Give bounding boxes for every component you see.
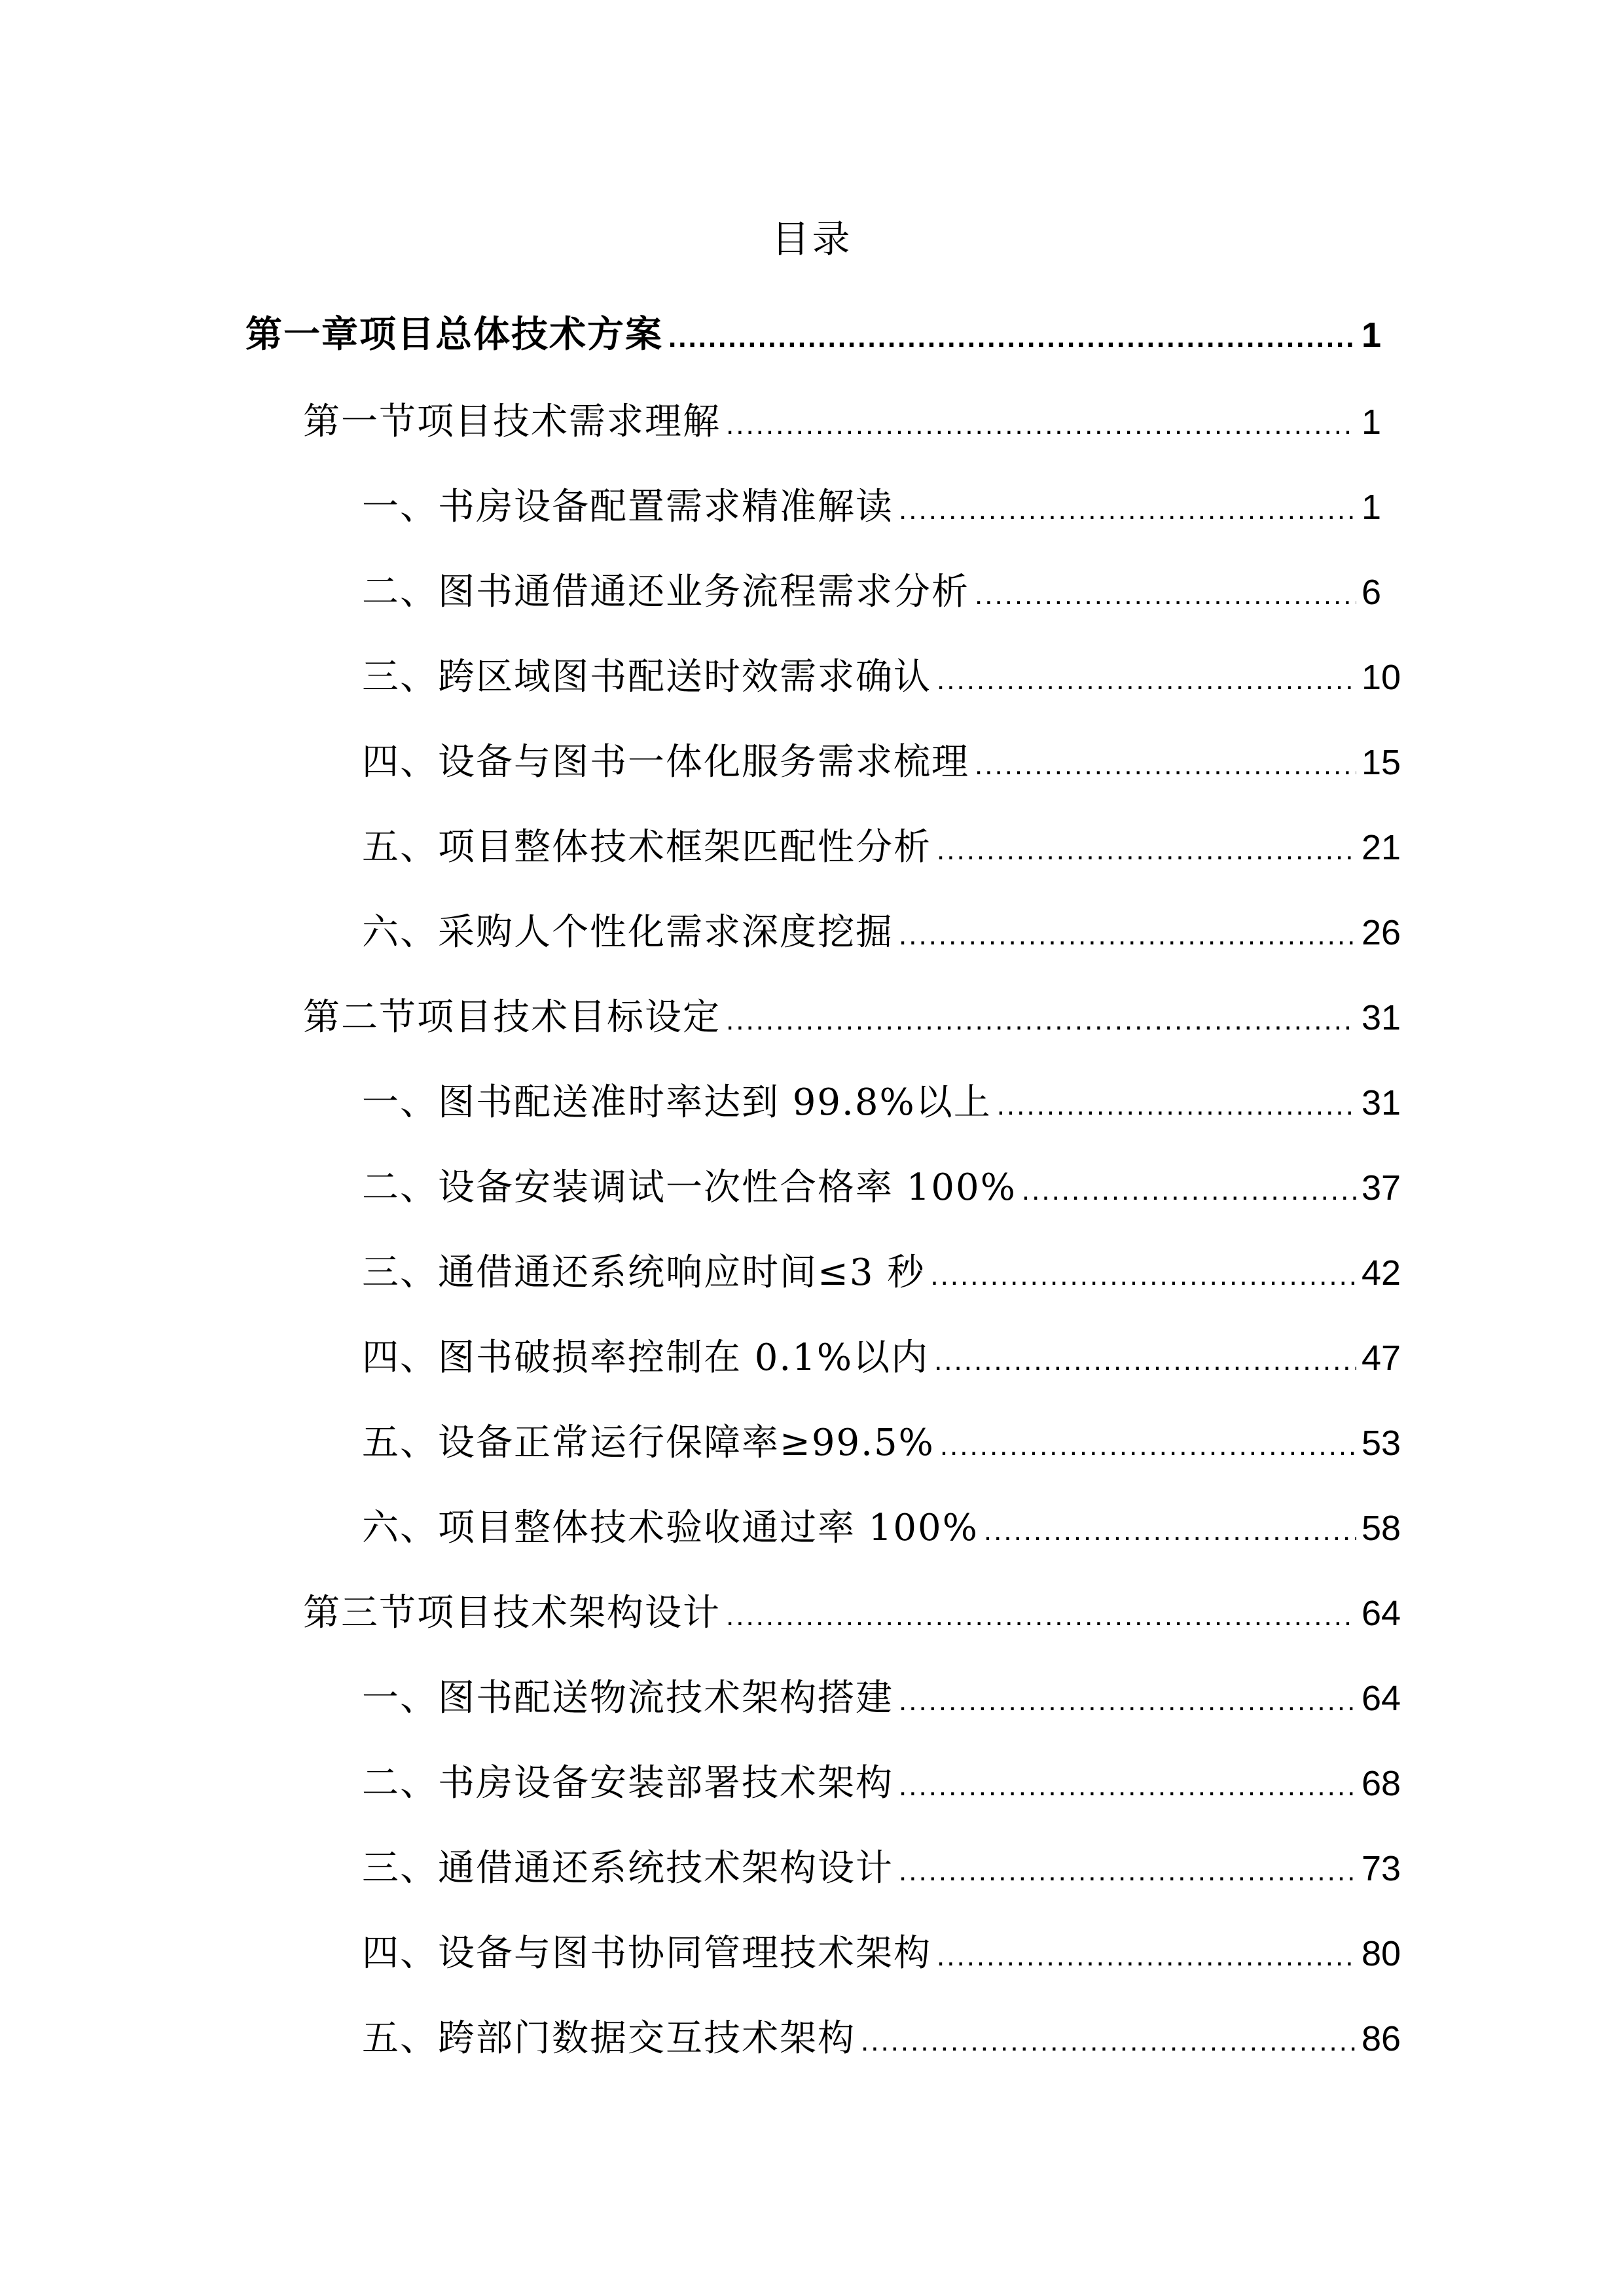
toc-entry-label: 六、采购人个性化需求深度挖掘 [362, 911, 893, 954]
toc-entry-label: 第二节项目技术目标设定 [303, 996, 721, 1039]
toc-entry-label: 一、图书配送物流技术架构搭建 [362, 1677, 893, 1719]
toc-page-number: 31 [1362, 998, 1401, 1037]
toc-subsection-entry[interactable] [245, 1064, 1401, 1149]
toc-page-number: 37 [1362, 1168, 1401, 1208]
toc-page-number: 86 [1362, 2019, 1401, 2058]
toc-entry-label: 四、设备与图书协同管理技术架构 [362, 1932, 931, 1975]
toc-page-number: 31 [1362, 1083, 1401, 1122]
toc-dot-leader [940, 1420, 1356, 1472]
toc-dot-leader [975, 569, 1356, 621]
toc-entry-label: 第一章项目总体技术方案 [245, 313, 663, 356]
toc-subsection-entry[interactable] [245, 893, 1401, 978]
toc-dot-leader [899, 1675, 1356, 1727]
toc-page-number: 1 [1362, 315, 1382, 355]
toc-dot-leader [899, 484, 1356, 536]
toc-dot-leader [937, 654, 1356, 706]
toc-chapter-entry[interactable] [245, 298, 1381, 383]
toc-subsection-entry[interactable] [245, 808, 1401, 893]
toc-page-number: 80 [1362, 1934, 1401, 1973]
toc-page-number: 10 [1362, 658, 1401, 697]
toc-entry-label: 一、书房设备配置需求精准解读 [362, 486, 893, 528]
toc-page-number: 1 [1362, 403, 1382, 442]
toc-entry-label: 二、图书通借通还业务流程需求分析 [362, 571, 969, 613]
toc-entry-label: 一、图书配送准时率达到 99.8%以上 [362, 1081, 992, 1124]
toc-dot-leader [861, 2015, 1356, 2068]
toc-subsection-entry[interactable] [245, 1149, 1401, 1234]
toc-entry-label: 五、设备正常运行保障率≥99.5% [362, 1422, 935, 1464]
toc-subsection-entry[interactable] [245, 1404, 1401, 1489]
toc-dot-leader [937, 824, 1356, 876]
toc-subsection-entry[interactable] [245, 723, 1401, 808]
toc-subsection-entry[interactable] [245, 1829, 1401, 1914]
toc-page-number: 42 [1362, 1253, 1401, 1293]
toc-section-entry[interactable] [245, 978, 1401, 1064]
toc-section-entry[interactable] [245, 1574, 1401, 1659]
toc-dot-leader [975, 739, 1356, 791]
toc-subsection-entry[interactable] [245, 468, 1381, 553]
toc-dot-leader [984, 1505, 1356, 1557]
toc-entry-label: 六、项目整体技术验收通过率 100% [362, 1507, 979, 1549]
toc-entry-label: 二、书房设备安装部署技术架构 [362, 1762, 893, 1804]
toc-dot-leader [726, 994, 1356, 1047]
toc-page-number: 58 [1362, 1509, 1401, 1548]
toc-dot-leader [937, 1930, 1356, 1982]
toc-dot-leader [899, 1845, 1356, 1897]
toc-section-entry[interactable] [245, 383, 1381, 468]
toc-entry-label: 四、设备与图书一体化服务需求梳理 [362, 741, 969, 783]
toc-page-number: 53 [1362, 1424, 1401, 1463]
toc-dot-leader [726, 399, 1356, 451]
toc-entry-label: 五、跨部门数据交互技术架构 [362, 2017, 856, 2060]
toc-subsection-entry[interactable] [245, 1234, 1401, 1319]
toc-subsection-entry[interactable] [245, 1319, 1401, 1404]
toc-entry-label: 五、项目整体技术框架匹配性分析 [362, 826, 931, 869]
toc-page-number: 26 [1362, 913, 1401, 952]
table-of-contents [245, 298, 1401, 2085]
toc-page-number: 6 [1362, 573, 1382, 612]
toc-page-number: 1 [1362, 488, 1382, 527]
toc-dot-leader [997, 1079, 1356, 1132]
toc-entry-label: 三、通借通还系统响应时间≤3 秒 [362, 1251, 926, 1294]
toc-entry-label: 第三节项目技术架构设计 [303, 1592, 721, 1634]
toc-subsection-entry[interactable] [245, 553, 1381, 638]
toc-subsection-entry[interactable] [245, 2000, 1401, 2085]
toc-entry-label: 四、图书破损率控制在 0.1%以内 [362, 1336, 929, 1379]
toc-subsection-entry[interactable] [245, 1659, 1401, 1744]
toc-page-number: 64 [1362, 1594, 1401, 1633]
toc-dot-leader [726, 1590, 1356, 1642]
toc-subsection-entry[interactable] [245, 1744, 1401, 1829]
toc-page-number: 73 [1362, 1849, 1401, 1888]
toc-page-number: 47 [1362, 1338, 1401, 1378]
toc-dot-leader [930, 1249, 1356, 1302]
toc-subsection-entry[interactable] [245, 638, 1401, 723]
toc-dot-leader [934, 1335, 1356, 1387]
toc-title: 目录 [771, 217, 853, 261]
toc-page-number: 64 [1362, 1679, 1401, 1718]
toc-dot-leader [899, 909, 1356, 961]
toc-entry-label: 二、设备安装调试一次性合格率 100% [362, 1166, 1017, 1209]
toc-subsection-entry[interactable] [245, 1489, 1401, 1574]
toc-subsection-entry[interactable] [245, 1914, 1401, 2000]
toc-dot-leader [1022, 1164, 1356, 1217]
toc-dot-leader [668, 312, 1356, 364]
toc-page-number: 15 [1362, 743, 1401, 782]
toc-page-number: 68 [1362, 1764, 1401, 1803]
toc-entry-label: 三、跨区域图书配送时效需求确认 [362, 656, 931, 698]
toc-dot-leader [899, 1760, 1356, 1812]
toc-entry-label: 三、通借通还系统技术架构设计 [362, 1847, 893, 1890]
toc-page-number: 21 [1362, 828, 1401, 867]
toc-entry-label: 第一节项目技术需求理解 [303, 401, 721, 443]
